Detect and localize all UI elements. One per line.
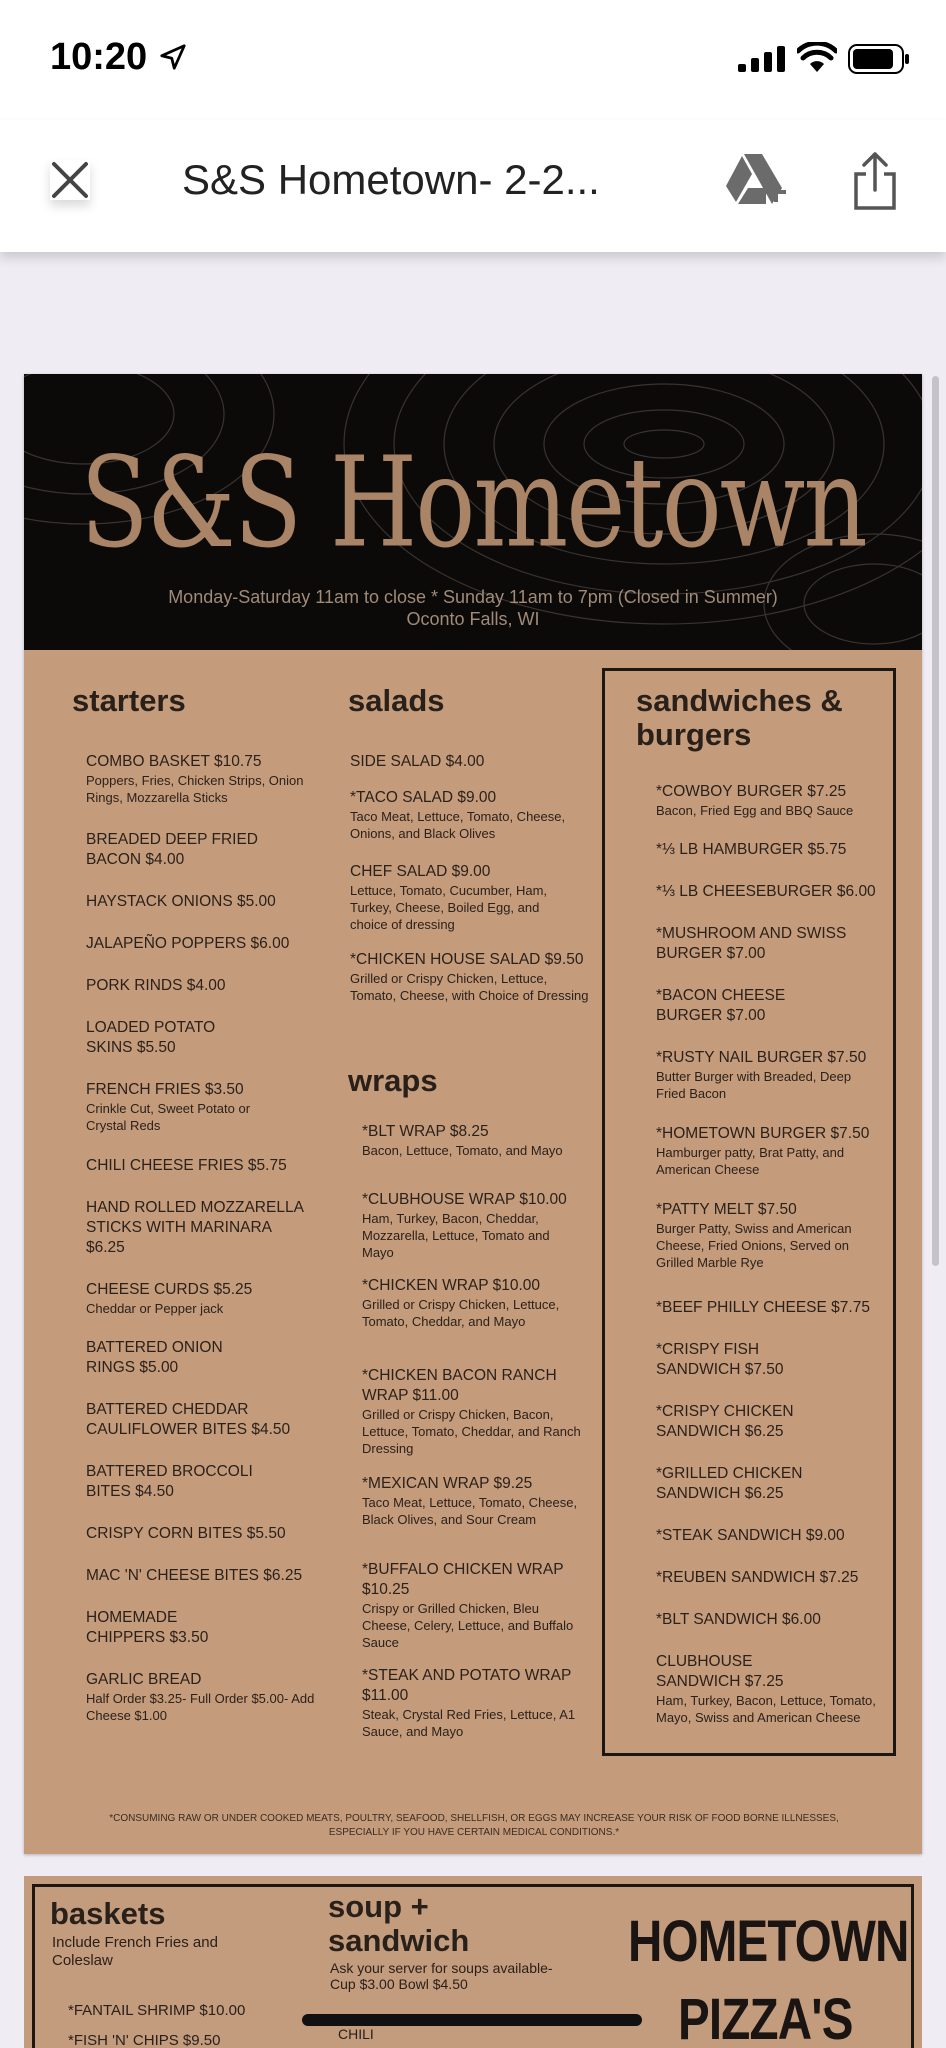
menu-item: SIDE SALAD $4.00 bbox=[350, 753, 485, 770]
menu-item: *BEEF PHILLY CHEESE $7.75 bbox=[656, 1299, 870, 1316]
menu-item: *CHICKEN WRAP $10.00 Grilled or Crispy Chicken, Lettuce, Tomato, Cheddar, and Mayo bbox=[362, 1277, 560, 1329]
sandwiches-section bbox=[636, 684, 876, 752]
menu-item: CRISPY CORN BITES $5.50 bbox=[86, 1525, 286, 1542]
menu-item: *BLT WRAP $8.25 Bacon, Lettuce, Tomato, and Mayo bbox=[362, 1123, 563, 1158]
menu-item: GARLIC BREAD Half Order $3.25- Full Order $5.00- Add Cheese $1.00 bbox=[86, 1671, 315, 1723]
baskets-subtitle: Include French Fries and Coleslaw bbox=[52, 1934, 218, 1969]
battery-icon bbox=[848, 44, 910, 74]
menu-item: *MEXICAN WRAP $9.25 Taco Meat, Lettuce, Tomato, Cheese, Black Olives, and Sour Cream bbox=[362, 1475, 578, 1527]
menu-item: BATTERED BROCCOLI BITES $4.50 bbox=[86, 1463, 253, 1500]
menu-item: *CHICKEN HOUSE SALAD $9.50 Grilled or Crispy Chicken, Lettuce, Tomato, Cheese, with Choice of Dressing bbox=[350, 951, 589, 1003]
menu-item: *⅓ LB CHEESEBURGER $6.00 bbox=[656, 883, 876, 900]
menu-item: *CLUBHOUSE WRAP $10.00 Ham, Turkey, Bacon, Cheddar, Mozzarella, Lettuce, Tomato and Mayo bbox=[362, 1191, 567, 1260]
menu-item: HOMEMADE CHIPPERS $3.50 bbox=[86, 1609, 209, 1646]
menu-banner bbox=[24, 374, 922, 650]
location: Oconto Falls, WI bbox=[406, 609, 540, 629]
home-indicator[interactable] bbox=[302, 2014, 642, 2026]
food-safety-notice: *CONSUMING RAW OR UNDER COOKED MEATS, POULTRY, SEAFOOD, SHELLFISH, OR EGGS MAY INCREASE YOUR RISK OF FOOD BORNE ILLNESSES, ESPECIALLY IF YOU HAVE CERTAIN MEDICAL CONDITIONS.* bbox=[109, 1813, 839, 1838]
soup-sandwich-heading: soup + sandwich bbox=[328, 1889, 470, 1958]
menu-item: CHEESE CURDS $5.25 Cheddar or Pepper jack bbox=[86, 1281, 253, 1316]
share-icon[interactable] bbox=[850, 150, 900, 212]
menu-item: *BACON CHEESE BURGER $7.00 bbox=[656, 987, 786, 1024]
menu-page bbox=[24, 374, 922, 1854]
menu-item: LOADED POTATO SKINS $5.50 bbox=[86, 1019, 216, 1056]
menu-item: *⅓ LB HAMBURGER $5.75 bbox=[656, 841, 847, 858]
wraps-heading: wraps bbox=[348, 1063, 438, 1098]
sandwiches-heading: sandwiches & burgers bbox=[636, 683, 843, 752]
salads-section bbox=[348, 684, 588, 718]
salads-heading: salads bbox=[348, 683, 445, 718]
menu-item: *CRISPY FISH SANDWICH $7.50 bbox=[656, 1341, 784, 1378]
menu-item: *RUSTY NAIL BURGER $7.50 Butter Burger with Breaded, Deep Fried Bacon bbox=[656, 1049, 867, 1101]
location-arrow-icon bbox=[158, 42, 188, 72]
menu-item: *CHICKEN BACON RANCH WRAP $11.00 Grilled or Crispy Chicken, Bacon, Lettuce, Tomato, Cheddar, and Ranch Dressing bbox=[362, 1367, 581, 1456]
menu-item: *FANTAIL SHRIMP $10.00 bbox=[68, 2002, 246, 2019]
menu-item: *HOMETOWN BURGER $7.50 Hamburger patty, Brat Patty, and American Cheese bbox=[656, 1125, 870, 1177]
add-to-drive-icon[interactable] bbox=[724, 152, 788, 210]
starters-section bbox=[72, 684, 312, 718]
cellular-signal-icon bbox=[738, 46, 786, 72]
menu-item: *REUBEN SANDWICH $7.25 bbox=[656, 1569, 859, 1586]
menu-item: *FISH 'N' CHIPS $9.50 bbox=[68, 2032, 221, 2048]
menu-item: *STEAK SANDWICH $9.00 bbox=[656, 1527, 845, 1544]
menu-item: *COWBOY BURGER $7.25 Bacon, Fried Egg and BBQ Sauce bbox=[656, 783, 854, 818]
menu-item: HAND ROLLED MOZZARELLA STICKS WITH MARINARA $6.25 bbox=[86, 1199, 304, 1256]
wraps-section bbox=[348, 1064, 588, 1098]
menu-item: *PATTY MELT $7.50 Burger Patty, Swiss and American Cheese, Fried Onions, Served on Grilled Marble Rye bbox=[656, 1201, 852, 1270]
baskets-heading: baskets bbox=[50, 1896, 166, 1931]
wifi-icon bbox=[797, 42, 837, 74]
menu-item: CLUBHOUSE SANDWICH $7.25 Ham, Turkey, Bacon, Lettuce, Tomato, Mayo, Swiss and American Cheese bbox=[656, 1653, 876, 1725]
menu-item: FRENCH FRIES $3.50 Crinkle Cut, Sweet Potato or Crystal Reds bbox=[86, 1081, 251, 1133]
status-bar bbox=[0, 0, 946, 120]
menu-item: *TACO SALAD $9.00 Taco Meat, Lettuce, Tomato, Cheese, Onions, and Black Olives bbox=[350, 789, 566, 841]
menu-item: COMBO BASKET $10.75 Poppers, Fries, Chicken Strips, Onion Rings, Mozzarella Sticks bbox=[86, 753, 304, 805]
menu-item: BREADED DEEP FRIED BACON $4.00 bbox=[86, 831, 258, 868]
menu-item: PORK RINDS $4.00 bbox=[86, 977, 226, 994]
starters-heading: starters bbox=[72, 683, 186, 718]
menu-item: BATTERED CHEDDAR CAULIFLOWER BITES $4.50 bbox=[86, 1401, 291, 1438]
menu-item: *GRILLED CHICKEN SANDWICH $6.25 bbox=[656, 1465, 803, 1502]
clock: 10:20 bbox=[50, 36, 148, 78]
soup-subtitle: Ask your server for soups available- Cup $3.00 Bowl $4.50 bbox=[330, 1960, 553, 1992]
pizzas-title: PIZZA'S bbox=[678, 1987, 853, 2048]
hometown-pizza-title: HOMETOWN bbox=[628, 1909, 909, 1974]
menu-item: BATTERED ONION RINGS $5.00 bbox=[86, 1339, 223, 1376]
menu-item: MAC 'N' CHEESE BITES $6.25 bbox=[86, 1567, 303, 1584]
menu-item: *BLT SANDWICH $6.00 bbox=[656, 1611, 821, 1628]
menu-item: CHILI bbox=[338, 2026, 374, 2042]
hours-block bbox=[24, 586, 922, 630]
menu-item: *STEAK AND POTATO WRAP $11.00 Steak, Crystal Red Fries, Lettuce, A1 Sauce, and Mayo bbox=[362, 1667, 576, 1739]
scrollbar[interactable] bbox=[932, 376, 939, 1266]
menu-item: *CRISPY CHICKEN SANDWICH $6.25 bbox=[656, 1403, 794, 1440]
menu-item: JALAPEÑO POPPERS $6.00 bbox=[86, 935, 290, 952]
document-title: S&S Hometown- 2-2... bbox=[182, 156, 600, 203]
menu-item: CHEF SALAD $9.00 Lettuce, Tomato, Cucumber, Ham, Turkey, Cheese, Boiled Egg, and choice of dressing bbox=[350, 863, 548, 932]
menu-item: CHILI CHEESE FRIES $5.75 bbox=[86, 1157, 287, 1174]
close-icon[interactable] bbox=[50, 160, 90, 200]
menu-item: *MUSHROOM AND SWISS BURGER $7.00 bbox=[656, 925, 847, 962]
menu-item: HAYSTACK ONIONS $5.00 bbox=[86, 893, 276, 910]
restaurant-name: S&S Hometown bbox=[80, 429, 866, 576]
menu-item: *BUFFALO CHICKEN WRAP $10.25 Crispy or Grilled Chicken, Bleu Cheese, Celery, Lettuce, and Buffalo Sauce bbox=[362, 1561, 574, 1650]
opening-hours: Monday-Saturday 11am to close * Sunday 11am to 7pm (Closed in Summer) bbox=[168, 587, 778, 607]
